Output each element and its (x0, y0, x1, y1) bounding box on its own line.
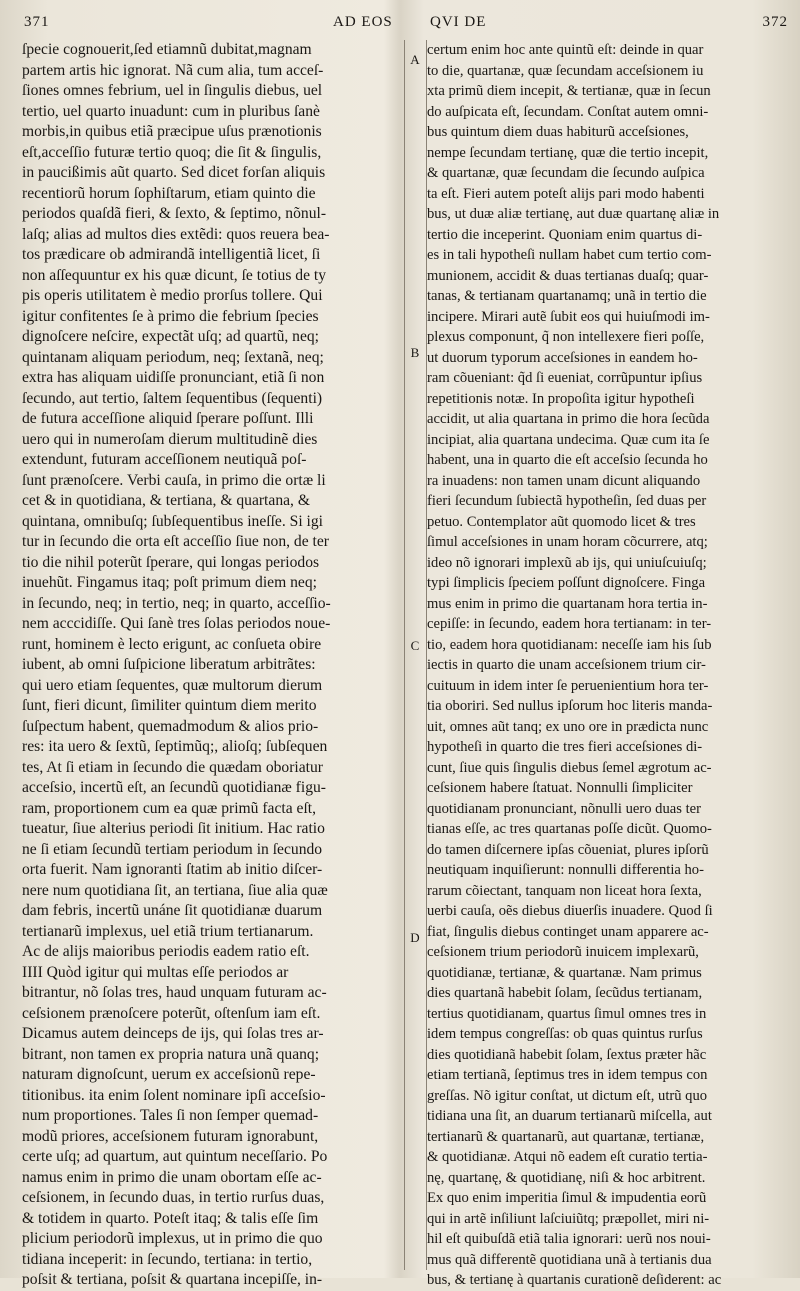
text-line: Ac de alijs maioribus periodis eadem ratio eſt. (22, 943, 310, 960)
text-line: hypotheſi in quarto die tres fieri acceſsiones di- (427, 739, 703, 755)
text-line: mus enim in primo die quartanam hora tertia in- (427, 595, 708, 612)
text-line: ſimul acceſsiones in unam horam cõcurrere, atq; (427, 534, 708, 550)
text-line: greſſas. Nõ igitur conſtat, ut dictum eſt, utrũ quo (427, 1087, 708, 1104)
text-line: & quotidianæ. Atqui nõ eadem eſt curatio tertia- (427, 1149, 708, 1165)
text-line: inuehũt. Fingamus itaq; poſt primum diem neq; (22, 574, 317, 591)
text-line: tur in ſecundo die orta eſt acceſſio ſiue non, de ter (22, 533, 329, 550)
text-line: dignoſcere neſcire, expectãt uſq; ad quartũ, neq; (22, 328, 320, 345)
text-line: incipiat, alia quartana undecima. Quæ cum ita ſe (427, 431, 710, 448)
margin-marker-d: D (410, 930, 420, 945)
text-line: nere num quotidiana ſit, an tertiana, ſiue alia quæ (22, 881, 328, 899)
text-line: igitur confitentes ſe à primo die febrium ſpecies (22, 307, 319, 325)
text-line: tes, At ſi etiam in ſecundo die quædam oboriatur (22, 758, 323, 776)
text-line: tueatur, ſiue alterius periodi ſit initium. Hac ratio (22, 820, 325, 837)
text-line: modũ priores, acceſsionem futuram ignorabunt, (22, 1127, 319, 1145)
text-line: accidit, ut alia quartana in primo die hora ſecũda (427, 411, 710, 427)
text-line: cuituum in idem inter ſe peruenientium hora ter- (427, 677, 709, 694)
text-line: fieri ſecundum ſubiectã hypotheſin, ſed duas per (427, 493, 707, 509)
text-line: etiam tertianã, ſeptimus tres in idem tempus con (427, 1067, 708, 1083)
text-line: bus, & tertianę à quartanis curationẽ deſiderent: ac (427, 1272, 722, 1288)
text-line: num proportiones. Tales ſi non ſemper quemad- (22, 1107, 319, 1124)
text-line: do tamen diſcernere ipſas cõueniat, plures ipſorũ (427, 841, 709, 858)
text-line: certe uſq; ad quartum, aut quintum neceſſario. Po (22, 1148, 328, 1165)
text-line: cet & in quotidiana, & tertiana, & quartana, & (22, 492, 310, 509)
page-number-right: 372 (762, 14, 788, 30)
text-line: morbis,in quibus etiã præcipue uſus prænotionis (22, 123, 322, 140)
right-text-column (426, 40, 787, 1288)
text-line: in paucißimis aũt quarto. Sed dicet forſan aliquis (22, 164, 326, 181)
text-line: bitrant, non tamen ex propria natura unã quanq; (22, 1045, 320, 1063)
text-line: acceſsio, incertũ eſt, an ſecundũ quotidianæ figu- (22, 779, 326, 796)
text-line: recentiorũ horum ſophiſtarum, etiam quinto die (22, 184, 316, 202)
text-line: mus quã differentẽ quotidiana unã à tertianis dua (427, 1251, 712, 1268)
text-line: tanas, & tertianam quartanamq; unã in tertio die (427, 288, 707, 304)
margin-marker-c: C (410, 638, 420, 653)
text-line: petuo. Contemplator aũt quomodo licet & tres (427, 513, 696, 530)
text-line: IIII Quòd igitur qui multas eſſe periodos ar (22, 963, 289, 981)
text-line: extendunt, futuram acceſſionem neutiquã poſ- (22, 451, 307, 468)
text-line: non aſſequuntur ex his quæ dicunt, ſe totius de ty (22, 266, 327, 284)
text-line: ut duorum typorum acceſsiones in eandem ho- (427, 349, 698, 366)
text-line: tertio die inceperint. Quoniam enim quartus di- (427, 226, 703, 243)
text-line: cepiſſe: in ſecundo, eadem hora tertianam: in ter- (427, 616, 712, 632)
text-line: ram cõueniant: q̃d ſi eueniat, corrũpuntur ipſius (427, 370, 703, 386)
text-line: fiat, ſingulis diebus continget unam apparere ac- (427, 923, 709, 940)
text-line: ideo nõ ignorari implexũ ab ijs, qui uniuſcuiuſq; (427, 554, 707, 571)
text-line: cunt, ſiue quis ſingulis diebus ſemel ægrotum ac- (427, 759, 712, 776)
text-line: Dicamus autem deinceps de ijs, qui ſolas tres ar- (22, 1025, 324, 1042)
text-line: repetitionis notæ. In propoſita igitur hypotheſi (427, 390, 695, 407)
text-line: bus, ut duæ aliæ tertianę, aut duæ quartanę aliæ in (427, 206, 720, 222)
text-line: dam febris, incertũ unáne ſit quotidianæ duarum (22, 902, 323, 919)
text-line: ta eſt. Fieri autem poteſt alijs pari modo habenti (427, 185, 705, 202)
text-line: to die, quartanæ, quæ ſecundam acceſsionem iu (427, 62, 704, 79)
running-title-right: QVI DE (430, 14, 487, 30)
text-line: tianas eſſe, ac tres quartanas poſſe dicũt. Quomo- (427, 821, 712, 837)
text-line: ne ſi etiam ſecundũ tertiam periodum in ſecundo (22, 840, 323, 858)
text-line: pis operis utilitatem è medio prorſus tollere. Qui (22, 287, 323, 304)
text-line: dies quartanã habebit ſolam, ſecũdus tertianam, (427, 985, 703, 1001)
text-line: certum enim hoc ante quintũ eſt: deinde in quar (427, 42, 704, 58)
text-line: res: ita uero & ſextũ, ſeptimũq;, alioſq; ſubſequen (22, 738, 328, 755)
text-line: bitrantur, nõ ſolas tres, haud unquam futuram ac- (22, 984, 327, 1001)
text-line: ceſsionem, in ſecundo duas, in tertio rurſus duas, (22, 1189, 325, 1206)
text-line: nem acccidiſſe. Qui ſanè tres ſolas periodos noue- (22, 615, 331, 632)
text-line: habent, una in quarto die eſt acceſsio ſecunda ho (427, 452, 708, 468)
text-line: partem artis hic ignorat. Nã cum alia, tum acceſ- (22, 61, 324, 79)
text-line: iubent, ab omni ſuſpicione liberatum arbitrãtes: (22, 656, 316, 673)
text-line: tertianarũ implexus, uel etiã trium tertianarum. (22, 922, 314, 940)
margin-marker-a: A (410, 52, 420, 67)
left-text-column (22, 40, 405, 1288)
text-line: plicium periodorũ implexus, ut in primo die quo (22, 1230, 323, 1247)
text-line: quotidianæ, tertianæ, & quartanæ. Nam primus (427, 964, 702, 981)
text-line: neutiquam inquiſierunt: nonnulli differentia ho- (427, 862, 704, 878)
text-line: poſsit & tertiana, poſsit & quartana incepiſſe, in- (22, 1271, 323, 1288)
text-line: namus enim in primo die unam obortam eſſe ac- (22, 1168, 322, 1186)
text-line: quintana, omnibuſq; ſubſequentibus ineſſe. Si igi (22, 512, 324, 530)
text-line: extra has aliquam uidiſſe pronunciant, etiã ſi non (22, 369, 325, 386)
text-line: tertius quotidianam, quartus ſimul omnes tres in (427, 1005, 707, 1022)
text-line: qui uero etiam ſequentes, quæ multorum dierum (22, 676, 323, 694)
text-line: idem tempus congreſſas: ob quas quintus rurſus (427, 1026, 703, 1042)
text-line: orta fuerit. Nam ignoranti ſtatim ab initio diſcer- (22, 861, 323, 878)
text-line: tio die nihil poterũt ſperare, qui longas periodos (22, 553, 320, 571)
text-line: laſq; alias ad multos dies extẽdi: quos reuera bea- (22, 225, 330, 243)
text-line: & totidem in quarto. Poteſt itaq; & talis eſſe ſim (22, 1209, 319, 1227)
text-line: periodos quaſdã fieri, & ſexto, & ſeptimo, nõnul- (22, 205, 327, 222)
text-line: tertianarũ & quartanarũ, aut quartanæ, tertianæ, (427, 1128, 705, 1145)
margin-markers (407, 40, 423, 1270)
page-number-left: 371 (24, 14, 50, 30)
text-line: do auſpicata eſt, ſecundam. Conſtat autem omni- (427, 103, 709, 120)
text-line: iectis in quarto die unam acceſsionem trium cir- (427, 657, 706, 673)
text-line: ſpecie cognouerit,ſed etiamnũ dubitat,magnam (22, 41, 312, 58)
text-line: ſunt prænoſcere. Verbi cauſa, in primo die ortæ li (22, 471, 326, 489)
text-line: bus quintum diem duas habiturũ acceſsiones, (427, 124, 689, 140)
text-line: rarum cõiectant, tanquam non liceat hora ſexta, (427, 882, 702, 899)
text-line: naturam dignoſcunt, uerum ex acceſsionũ repe- (22, 1066, 316, 1083)
text-line: ceſsionem prænoſcere poterũt, oſtenſum iam eſt. (22, 1004, 321, 1022)
text-line: hil eſt quibuſdã etiã talia ignorari: uerũ nos noui- (427, 1231, 711, 1247)
text-line: uero qui in numeroſam dierum multitudinẽ dies (22, 430, 318, 448)
text-line: titionibus. ita enim ſolent nominare ipſi acceſsio- (22, 1086, 326, 1104)
text-line: ra inuadens: non tamen unam dicunt aliquando (427, 472, 701, 489)
running-title-left: AD EOS (333, 14, 393, 30)
text-line: ceſsionem habere ſtatuat. Nonnulli ſimpliciter (427, 780, 693, 796)
text-line: tos prædicare ob admirandã intelligentiã licet, ſi (22, 246, 321, 263)
text-line: incipere. Mirari autẽ ſubit eos qui huiuſmodi im- (427, 308, 710, 325)
text-line: quotidianam pronunciant, nõnulli uero duas ter (427, 800, 701, 817)
margin-marker-b: B (410, 345, 420, 360)
text-line: tia oboriri. Sed nullus ipſorum hoc literis manda- (427, 698, 713, 714)
text-line: ſiones omnes febrium, uel in ſingulis diebus, uel (22, 82, 323, 99)
text-line: in ſecundo, neq; in tertio, neq; in quarto, acceſſio- (22, 594, 331, 612)
text-line: ceſsionem trium periodorũ inuicem implexarũ, (427, 944, 699, 960)
text-line: qui in artẽ inſiliunt laſciuiũtq; præpollet, miri ni- (427, 1210, 710, 1227)
text-line: tidiana una ſit, an duarum tertianarũ miſcella, aut (427, 1108, 712, 1124)
text-line: tertio, uel quarto inuadunt: cum in pluribus ſanè (22, 102, 320, 120)
text-line: es in tali hypotheſi nullam habet cum tertio com- (427, 247, 712, 263)
text-line: ſunt, fieri dicunt, ſimiliter quintum diem merito (22, 697, 317, 714)
text-line: munionem, accidit & duas tertianas duaſq; quar- (427, 267, 709, 284)
running-header (0, 6, 800, 40)
text-line: de futura acceſſione aliquid ſperare poſſunt. Illi (22, 410, 314, 427)
text-line: ſuſpectum habent, quemadmodum & alios prio- (22, 717, 319, 735)
text-line: quintanam aliquam periodum, neq; ſextanã, neq; (22, 348, 324, 366)
text-line: ſecundo, aut tertio, ſaltem ſequentibus (ſequenti) (22, 389, 323, 407)
text-line: tidiana inceperit: in ſecundo, tertiana: in tertio, (22, 1250, 313, 1268)
text-line: ram, proportionem cum ea quæ primũ facta eſt, (22, 799, 317, 817)
text-line: tio, eadem hora quotidianam: neceſſe iam his ſub (427, 636, 712, 653)
text-line: nempe ſecundam tertianę, quæ die tertio incepit, (427, 144, 709, 161)
text-line: xta primũ diem incepit, & tertianæ, quæ in ſecun (427, 83, 711, 99)
text-line: eſt,acceſſio futuræ tertio quoq; die ſit & ſingulis, (22, 143, 322, 161)
text-line: Ex quo enim imperitia ſimul & impudentia eorũ (427, 1190, 707, 1206)
text-line: plexus componunt, q̃ non intellexere fieri poſſe, (427, 329, 705, 345)
text-line: nę, quartanę, & quotidianę, niſi & hoc arbitrent. (427, 1169, 706, 1186)
text-line: typi ſimplicis ſpeciem poſſunt dignoſcere. Finga (427, 575, 706, 591)
text-line: uit, omnes aũt tanq; ex uno ore in prædicta nunc (427, 718, 709, 735)
text-line: uerbi cauſa, oẽs diebus diuerſis inuadere. Quod ſi (427, 903, 713, 919)
text-line: & quartanæ, quæ ſecundam die ſecundo auſpica (427, 165, 705, 181)
text-line: dies quotidianã habebit ſolam, ſextus præter hãc (427, 1046, 707, 1063)
text-line: runt, hominem è lecto erigunt, ac conſueta obire (22, 635, 322, 653)
